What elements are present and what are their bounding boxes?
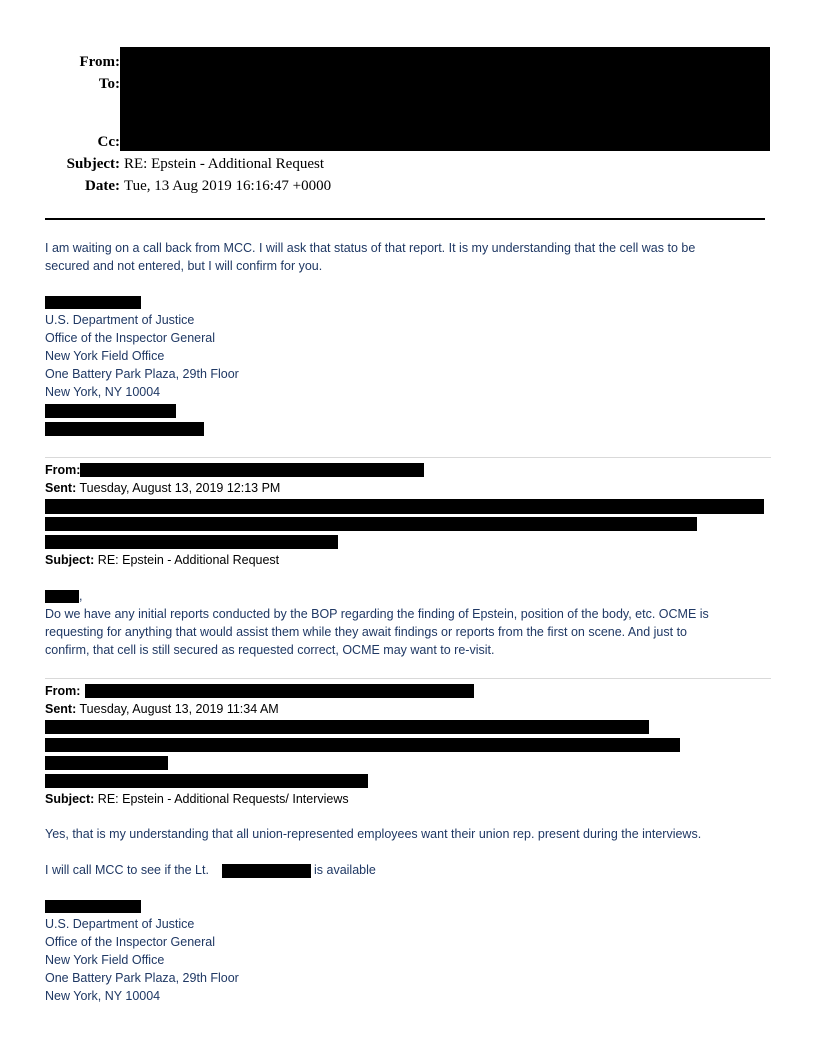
message1-body-line: secured and not entered, but I will confirm for you. <box>45 259 323 273</box>
header-cc-label: Cc: <box>97 134 120 150</box>
header-subject-value: RE: Epstein - Additional Request <box>124 156 324 172</box>
signature-line: U.S. Department of Justice <box>45 917 195 931</box>
header-redaction-block <box>120 47 770 151</box>
quoted1-from-label: From: <box>45 463 81 477</box>
signature-name-redaction <box>45 296 141 309</box>
signature-phone-redaction <box>45 404 176 418</box>
quoted2-sent-line: Sent: Tuesday, August 13, 2019 11:34 AM <box>45 702 279 716</box>
signature-line: New York Field Office <box>45 349 165 363</box>
signature-line: Office of the Inspector General <box>45 331 216 345</box>
quoted1-body-line: requesting for anything that would assist them while they await findings or reports from the first on scene. And just to <box>45 625 687 639</box>
quoted-message-divider <box>45 678 771 679</box>
quoted2-body-line-start: I will call MCC to see if the Lt. <box>45 863 209 877</box>
header-divider <box>45 218 765 220</box>
signature-line: One Battery Park Plaza, 29th Floor <box>45 367 239 381</box>
quoted1-recipients-redaction <box>45 535 338 549</box>
signature-line: U.S. Department of Justice <box>45 313 195 327</box>
header-from-label: From: <box>79 54 120 70</box>
signature-email-redaction <box>45 422 204 436</box>
header-date-value: Tue, 13 Aug 2019 16:16:47 +0000 <box>124 178 332 194</box>
quoted2-recipients-redaction <box>45 756 168 770</box>
quoted1-subject-line: Subject: RE: Epstein - Additional Request <box>45 553 280 567</box>
signature-name-redaction <box>45 900 141 913</box>
signature-line: New York, NY 10004 <box>45 989 161 1003</box>
quoted1-sent-line: Sent: Tuesday, August 13, 2019 12:13 PM <box>45 481 281 495</box>
quoted2-body-line-end: is available <box>314 863 376 877</box>
quoted2-from-redaction <box>85 684 474 698</box>
signature-line: Office of the Inspector General <box>45 935 216 949</box>
signature-line: New York Field Office <box>45 953 165 967</box>
quoted2-from-label: From: <box>45 684 81 698</box>
quoted2-recipients-redaction <box>45 738 680 752</box>
quoted1-body-line: Do we have any initial reports conducted by the BOP regarding the finding of Epstein, position of the body, etc. OCME is <box>45 607 709 621</box>
header-date-label: Date: <box>85 178 120 194</box>
quoted1-recipients-redaction <box>45 499 764 514</box>
quoted-message-divider <box>45 457 771 458</box>
header-subject-label: Subject: <box>66 156 120 172</box>
quoted1-from-redaction <box>80 463 424 477</box>
quoted2-recipients-redaction <box>45 720 649 734</box>
quoted1-greeting-redaction <box>45 590 79 603</box>
header-to-label: To: <box>98 76 120 92</box>
quoted2-name-redaction <box>222 864 311 878</box>
signature-line: One Battery Park Plaza, 29th Floor <box>45 971 239 985</box>
quoted1-body-line: confirm, that cell is still secured as requested correct, OCME may want to re-visit. <box>45 643 495 657</box>
message1-body-line: I am waiting on a call back from MCC. I will ask that status of that report. It is my understanding that the cell was to be <box>45 241 696 255</box>
quoted2-recipients-redaction <box>45 774 368 788</box>
quoted2-subject-line: Subject: RE: Epstein - Additional Requests/ Interviews <box>45 792 349 806</box>
signature-line: New York, NY 10004 <box>45 385 161 399</box>
quoted1-greeting-comma: , <box>79 589 83 603</box>
quoted2-body-line: Yes, that is my understanding that all union-represented employees want their union rep. present during the interviews. <box>45 827 702 841</box>
quoted1-recipients-redaction <box>45 517 697 531</box>
